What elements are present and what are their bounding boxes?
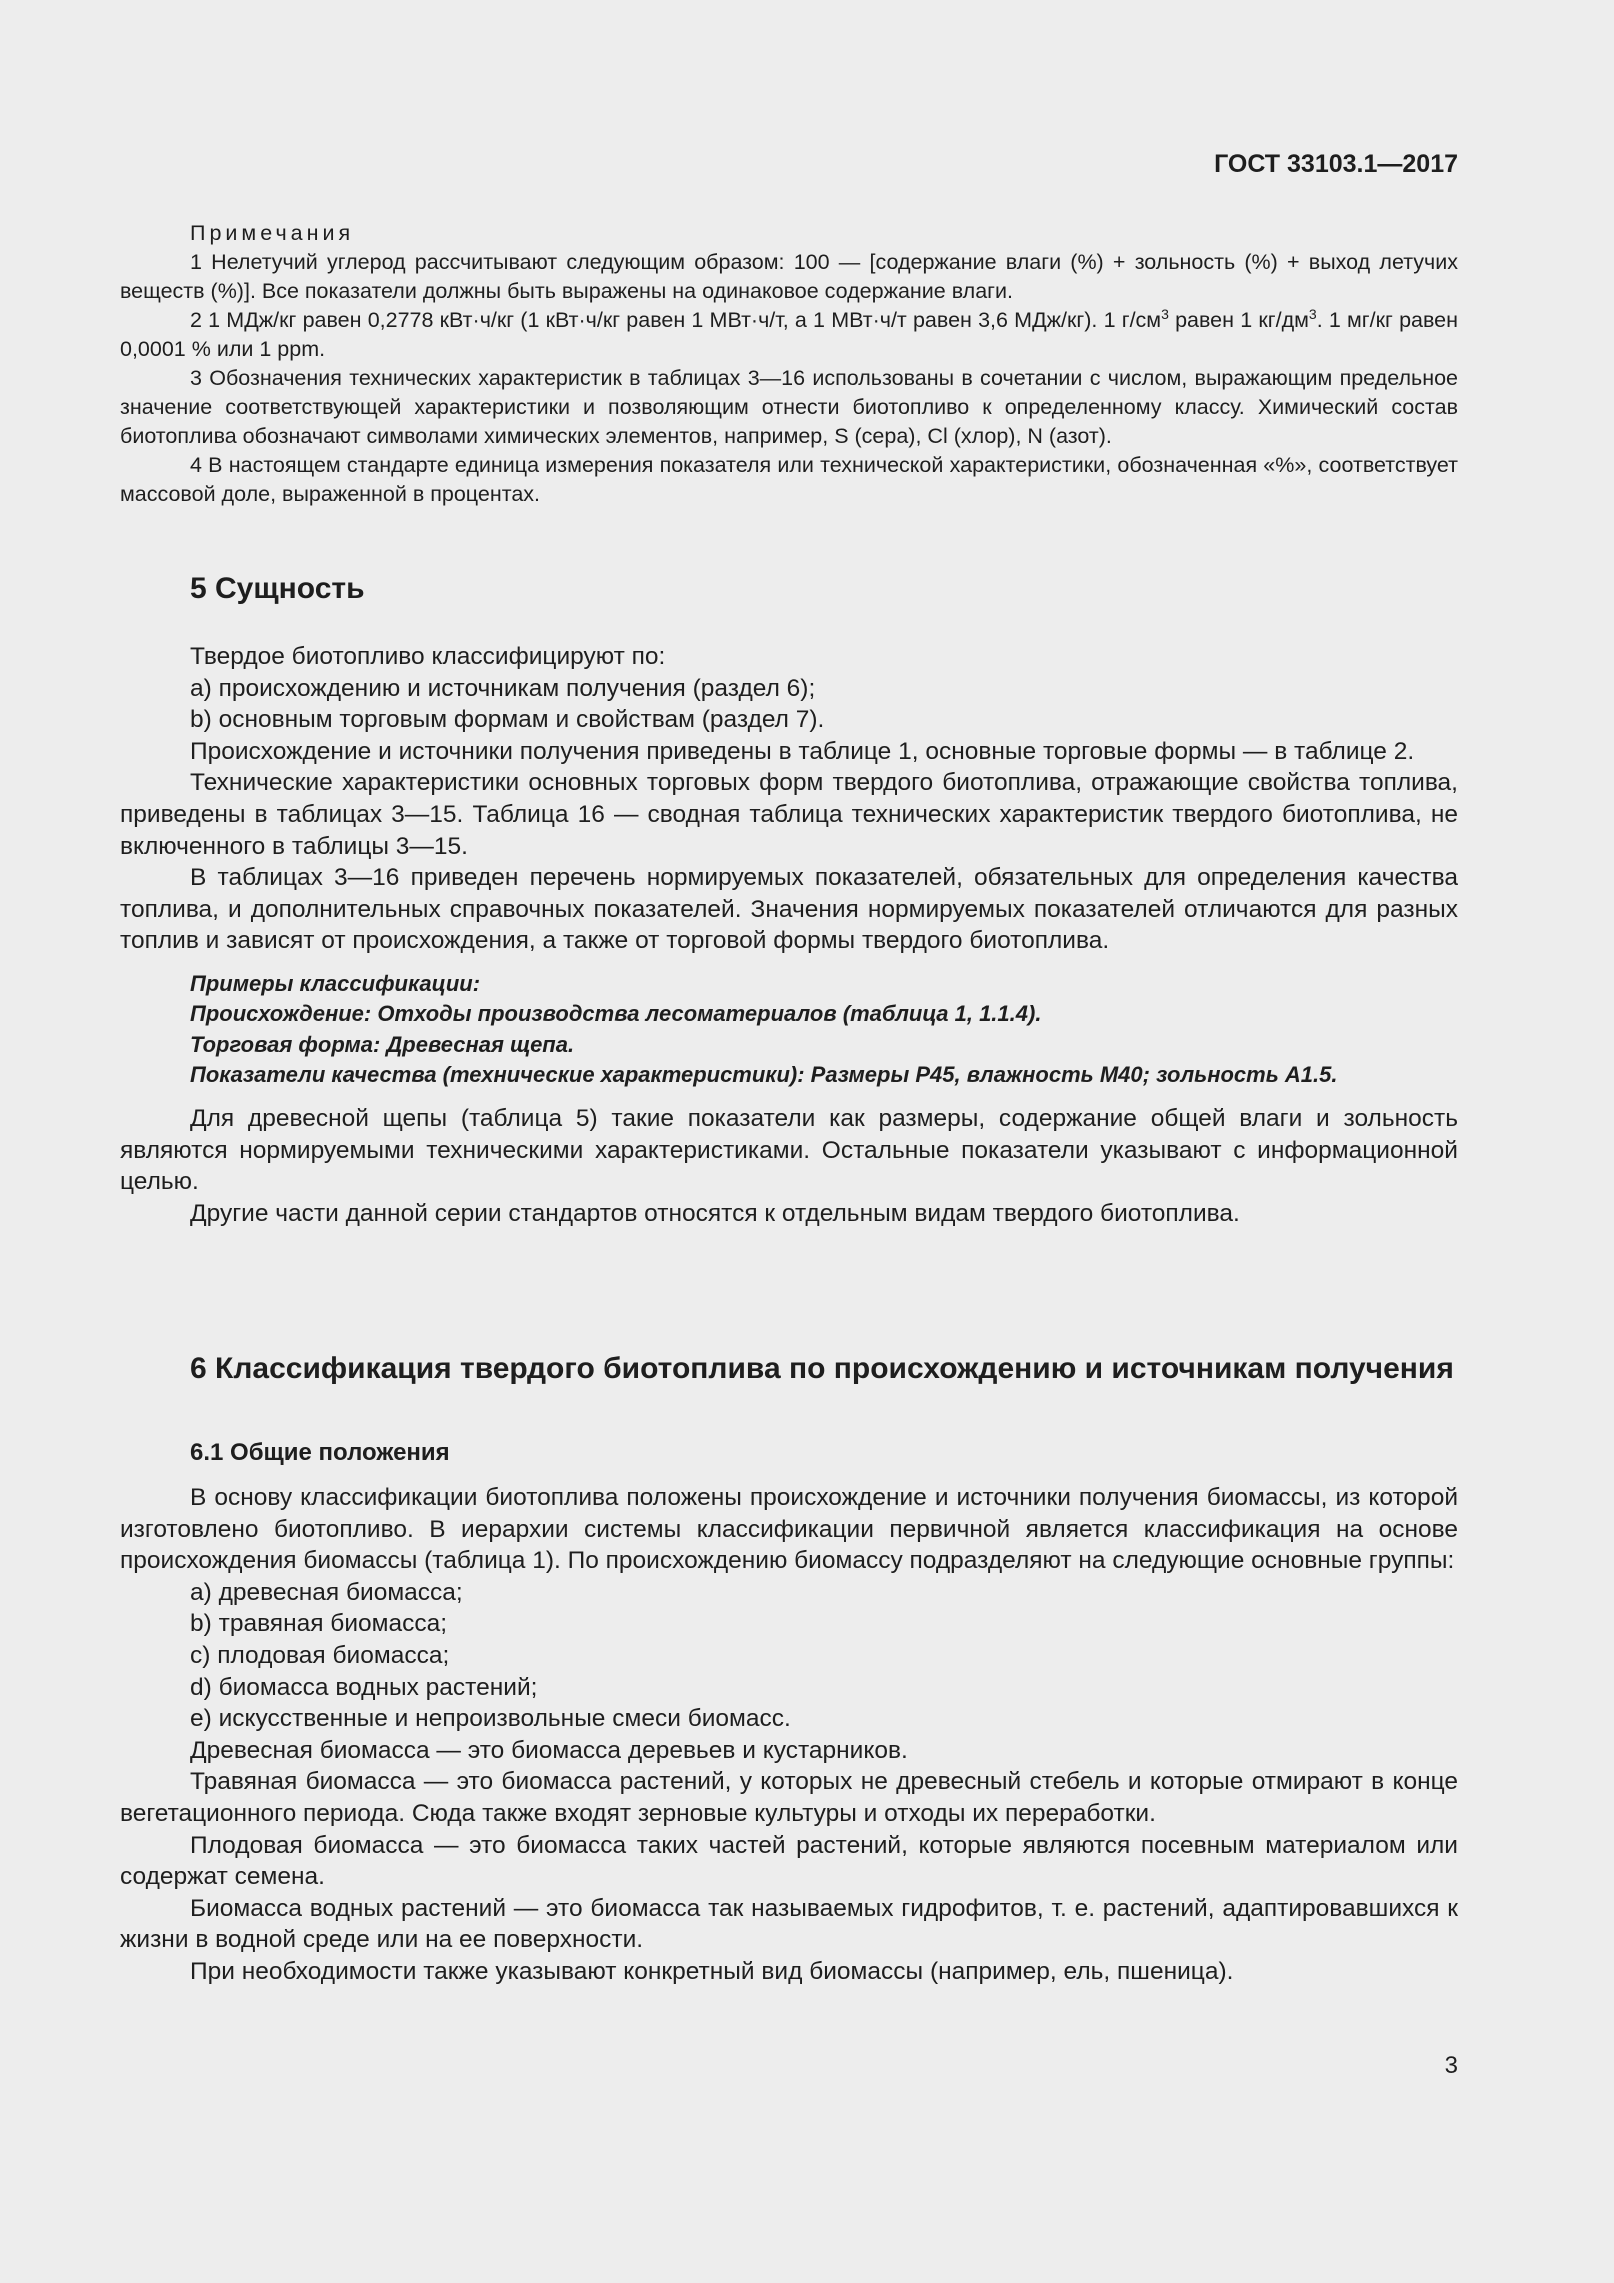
- section-6-body: [120, 1482, 1458, 1988]
- page-number: 3: [1444, 2052, 1458, 2079]
- paragraph: Технические характеристики основных торговых форм твердого биотоплива, отражающие свойства топлива, приведены в таблицах 3—15. Таблица 16 — сводная таблица технических характеристик твердого биотоплива, не включенного в таблицы 3—15.: [120, 769, 1458, 860]
- document-code: ГОСТ 33103.1—2017: [1214, 150, 1458, 178]
- note-3: 3 Обозначения технических характеристик в таблицах 3—16 использованы в сочетании с числом, выражающим предельное значение соответствующей характеристики и позволяющим отнести биотопливо к определенному классу. Химический состав биотоплива обозначают символами химических элементов, например, S (сера), Cl (хлор), N (азот).: [120, 366, 1458, 448]
- example-line: Происхождение: Отходы производства лесоматериалов (таблица 1, 1.1.4).: [190, 1001, 1042, 1027]
- paragraph: Происхождение и источники получения приведены в таблице 1, основные торговые формы — в таблице 2.: [190, 737, 1415, 765]
- paragraph: Древесная биомасса — это биомасса деревьев и кустарников.: [190, 1736, 908, 1764]
- paragraph: При необходимости также указывают конкретный вид биомассы (например, ель, пшеница).: [190, 1957, 1234, 1985]
- note-2: 2 1 МДж/кг равен 0,2778 кВт·ч/кг (1 кВт·ч/кг равен 1 МВт·ч/т, а 1 МВт·ч/т равен 3,6 МДж/кг). 1 $г/см^3$ равен 1 $кг/дм^3$. 1 мг/кг равен 0,0001 % или 1 ppm.: [120, 305, 1458, 361]
- paragraph: Для древесной щепы (таблица 5) такие показатели как размеры, содержание общей влаги и зольность являются нормируемыми техническими характеристиками. Остальные показатели указывают с информационной целью.: [120, 1104, 1458, 1196]
- note-4: 4 В настоящем стандарте единица измерения показателя или технической характеристики, обозначенная «%», соответствует массовой доле, выраженной в процентах.: [120, 453, 1458, 506]
- classification-examples: [120, 969, 1458, 1091]
- section-5-body: [120, 641, 1458, 1229]
- list-item: a) древесная биомасса;: [190, 1578, 463, 1606]
- paragraph: Биомасса водных растений — это биомасса так называемых гидрофитов, т. е. растений, адаптировавшихся к жизни в водной среде или на ее поверхности.: [120, 1894, 1458, 1954]
- example-line: Показатели качества (технические характеристики): Размеры P45, влажность M40; зольность A1.5.: [190, 1062, 1338, 1088]
- paragraph: Травяная биомасса — это биомасса растений, у которых не древесный стебель и которые отмирают в конце вегетационного периода. Сюда также входят зерновые культуры и отходы их переработки.: [120, 1768, 1458, 1827]
- paragraph: В основу классификации биотоплива положены происхождение и источники получения биомассы, из которой изготовлено биотопливо. В иерархии системы классификации первичной является классификация на основе происхождения биомассы (таблица 1). По происхождению биомассу подразделяют на следующие основные группы:: [120, 1484, 1458, 1575]
- list-item: d) биомасса водных растений;: [190, 1673, 538, 1701]
- paragraph: В таблицах 3—16 приведен перечень нормируемых показателей, обязательных для определения качества топлива, и дополнительных справочных показателей. Значения нормируемых показателей отличаются для разных топлив и зависят от происхождения, а также от торговой формы твердого биотоплива.: [120, 864, 1458, 955]
- paragraph: Плодовая биомасса — это биомасса таких частей растений, которые являются посевным материалом или содержат семена.: [120, 1831, 1458, 1891]
- list-item: b) травяная биомасса;: [190, 1610, 448, 1638]
- list-item: e) искусственные и непроизвольные смеси биомасс.: [190, 1705, 791, 1733]
- list-item: a) происхождению и источникам получения (раздел 6);: [190, 674, 816, 702]
- section-5-heading: 5 Сущность: [190, 572, 365, 605]
- section-5-intro: Твердое биотопливо классифицируют по:: [190, 643, 666, 670]
- example-line: Торговая форма: Древесная щепа.: [190, 1031, 575, 1057]
- list-item: c) плодовая биомасса;: [190, 1641, 450, 1669]
- list-item: b) основным торговым формам и свойствам (раздел 7).: [190, 706, 825, 734]
- section-6-1-heading: 6.1 Общие положения: [190, 1439, 450, 1466]
- example-line: Примеры классификации:: [190, 970, 481, 996]
- notes-block: [120, 219, 1458, 509]
- notes-title: Примечания: [190, 221, 355, 245]
- section-6-heading: 6 Классификация твердого биотоплива по происхождению и источникам получения: [190, 1352, 1454, 1385]
- note-1: 1 Нелетучий углерод рассчитывают следующим образом: 100 — [содержание влаги (%) + зольность (%) + выход летучих веществ (%)]. Все показатели должны быть выражены на одинаковое содержание влаги.: [120, 250, 1458, 303]
- paragraph: Другие части данной серии стандартов относятся к отдельным видам твердого биотоплива.: [190, 1199, 1240, 1227]
